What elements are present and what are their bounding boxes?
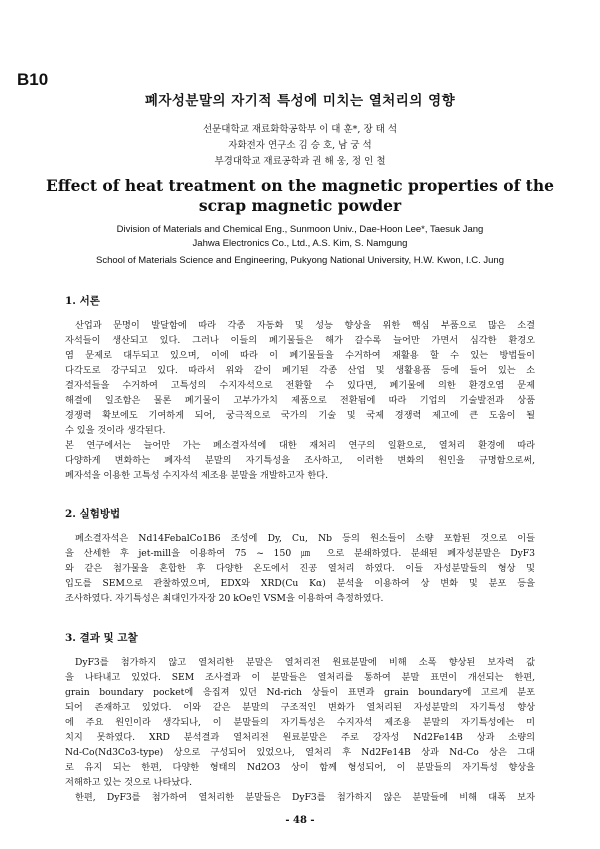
korean-author-line: 자화전자 연구소 김 승 호, 남 궁 석	[228, 140, 372, 151]
section-body	[65, 318, 535, 483]
body-line: 치지 못하였다. XRD 분석결과 열처리전 원료분말은 주로 강자성 Nd2Fe14B 상과 소량의	[65, 732, 535, 743]
page-number: - 48 -	[285, 815, 315, 826]
body-line: 을 나타내고 있었다. SEM 조사결과 이 분말들은 열처리를 통하여 분말 표면이 개선되는 한편,	[65, 672, 535, 683]
english-title: Effect of heat treatment on the magnetic properties of the scrap magnetic powder	[46, 176, 554, 215]
body-line: 되어 존재하고 있었다. 이와 같은 분말의 구조적인 변화가 열처리된 자성분말의 자기특성 향상	[65, 702, 535, 713]
body-line: 수 있을 것이라 생각된다.	[65, 425, 166, 436]
session-code: B10	[17, 70, 49, 89]
body-line: 결자석들을 수거하여 고특성의 수지자석으로 전환할 수 있다면, 폐기물에 의한 환경오염 문제	[65, 380, 535, 391]
body-line: 폐자석을 이용한 고특성 수지자석 제조용 분말을 개발하고자 한다.	[65, 470, 328, 481]
section-body	[65, 531, 535, 606]
korean-title: 폐자성분말의 자기적 특성에 미치는 열처리의 영향	[144, 93, 456, 109]
body-line: 다각도로 강구되고 있다. 따라서 위와 같이 폐기된 각종 산업 및 생활용품 등에 들어 있는 소	[65, 365, 535, 376]
body-line: 한편, DyF3를 첨가하여 열처리한 분말들은 DyF3를 첨가하지 않은 분말들에 비해 대폭 보자	[75, 792, 535, 803]
body-line: DyF3를 첨가하지 않고 열처리한 분말은 열처리전 원료분말에 비해 소폭 향상된 보자력 값	[75, 657, 535, 668]
body-line: 자석들이 생산되고 있다. 그러나 이들의 폐기물들은 해가 갈수록 늘어만 가면서 심각한 환경오	[65, 335, 535, 346]
english-affiliation-line: Jahwa Electronics Co., Ltd., A.S. Kim, S. Namgung	[192, 238, 408, 249]
body-line: 조사하였다. 자기특성은 최대인가자장 20 kOe인 VSM을 이용하여 측정하였다.	[65, 593, 384, 604]
korean-author-line: 선문대학교 재료화학공학부 이 대 훈*, 장 태 석	[202, 124, 398, 135]
body-line: 와 같은 첨가물을 혼합한 후 다양한 온도에서 진공 열처리 하였다. 이들 자성분말들의 형상 및	[65, 563, 535, 574]
section-heading: 3. 결과 및 고찰	[65, 632, 138, 644]
section-body	[65, 655, 535, 805]
section-heading: 2. 실험방법	[65, 508, 121, 520]
english-affiliation-line: Division of Materials and Chemical Eng., Sunmoon Univ., Dae-Hoon Lee*, Taesuk Jang	[116, 224, 484, 235]
body-line: 산업과 문명이 발달함에 따라 각종 자동화 및 성능 향상을 위한 핵심 부품으로 많은 소결	[75, 320, 535, 331]
body-line: 해결에 일조함은 물론 폐기물이 고부가가치 제품으로 전환됨에 따라 기업의 기술발전과 상품	[65, 395, 535, 406]
body-line: grain boundary pocket에 응집져 있던 Nd-rich 상들이 표면과 grain boundary에 고르게 분포	[65, 687, 535, 698]
body-line: 로 유지 되는 한편, 다양한 형태의 Nd2O3 상이 함께 형성되어, 이 분말들의 자기특성 향상을	[65, 762, 535, 773]
body-line: 저해하고 있는 것으로 나타났다.	[65, 777, 193, 788]
body-line: Nd-Co(Nd3Co3-type) 상으로 구성되어 있었으나, 열처리 후 Nd2Fe14B 상과 Nd-Co 상은 그대	[65, 747, 535, 758]
body-line: 입도를 SEM으로 관찰하였으며, EDX와 XRD(Cu Kα) 분석을 이용하여 상 변화 및 분포 등을	[65, 578, 535, 589]
english-affiliation-line: School of Materials Science and Engineering, Pukyong National University, H.W. Kwon, I.C. Jung	[96, 255, 504, 266]
body-line: 경쟁력 확보에도 기여하게 되어, 궁극적으로 국가의 기술 및 국제 경쟁력 제고에 큰 도움이 될	[65, 410, 535, 421]
body-line: 본 연구에서는 늘어만 가는 폐소결자석에 대한 재처리 연구의 일환으로, 열처리 환경에 따라	[65, 440, 535, 451]
body-line: 염 문제로 대두되고 있으며, 이에 따라 이 폐기물들을 수거하여 재활용 할 수 있는 방법들이	[65, 350, 535, 361]
section-heading: 1. 서론	[65, 295, 100, 307]
korean-author-line: 부경대학교 재료공학과 권 해 웅, 정 인 철	[214, 156, 386, 167]
body-line: 을 산세한 후 jet-mill을 이용하여 75 ~ 150 ㎛ 으로 분쇄하였다. 분쇄된 폐자성분말은 DyF3	[65, 548, 535, 559]
body-line: 폐소결자석은 Nd14FebalCo1B6 조성에 Dy, Cu, Nb 등의 원소들이 소량 포함된 것으로 이들	[75, 533, 535, 544]
body-line: 에 주요 원인이라 생각되나, 이 분말들의 자기특성은 수지자석 제조용 분말의 자기특성에는 미	[65, 717, 535, 728]
body-line: 다양하게 변화하는 폐자석 분말의 자기특성을 조사하고, 이러한 변화의 원인을 규명함으로써,	[65, 455, 535, 466]
